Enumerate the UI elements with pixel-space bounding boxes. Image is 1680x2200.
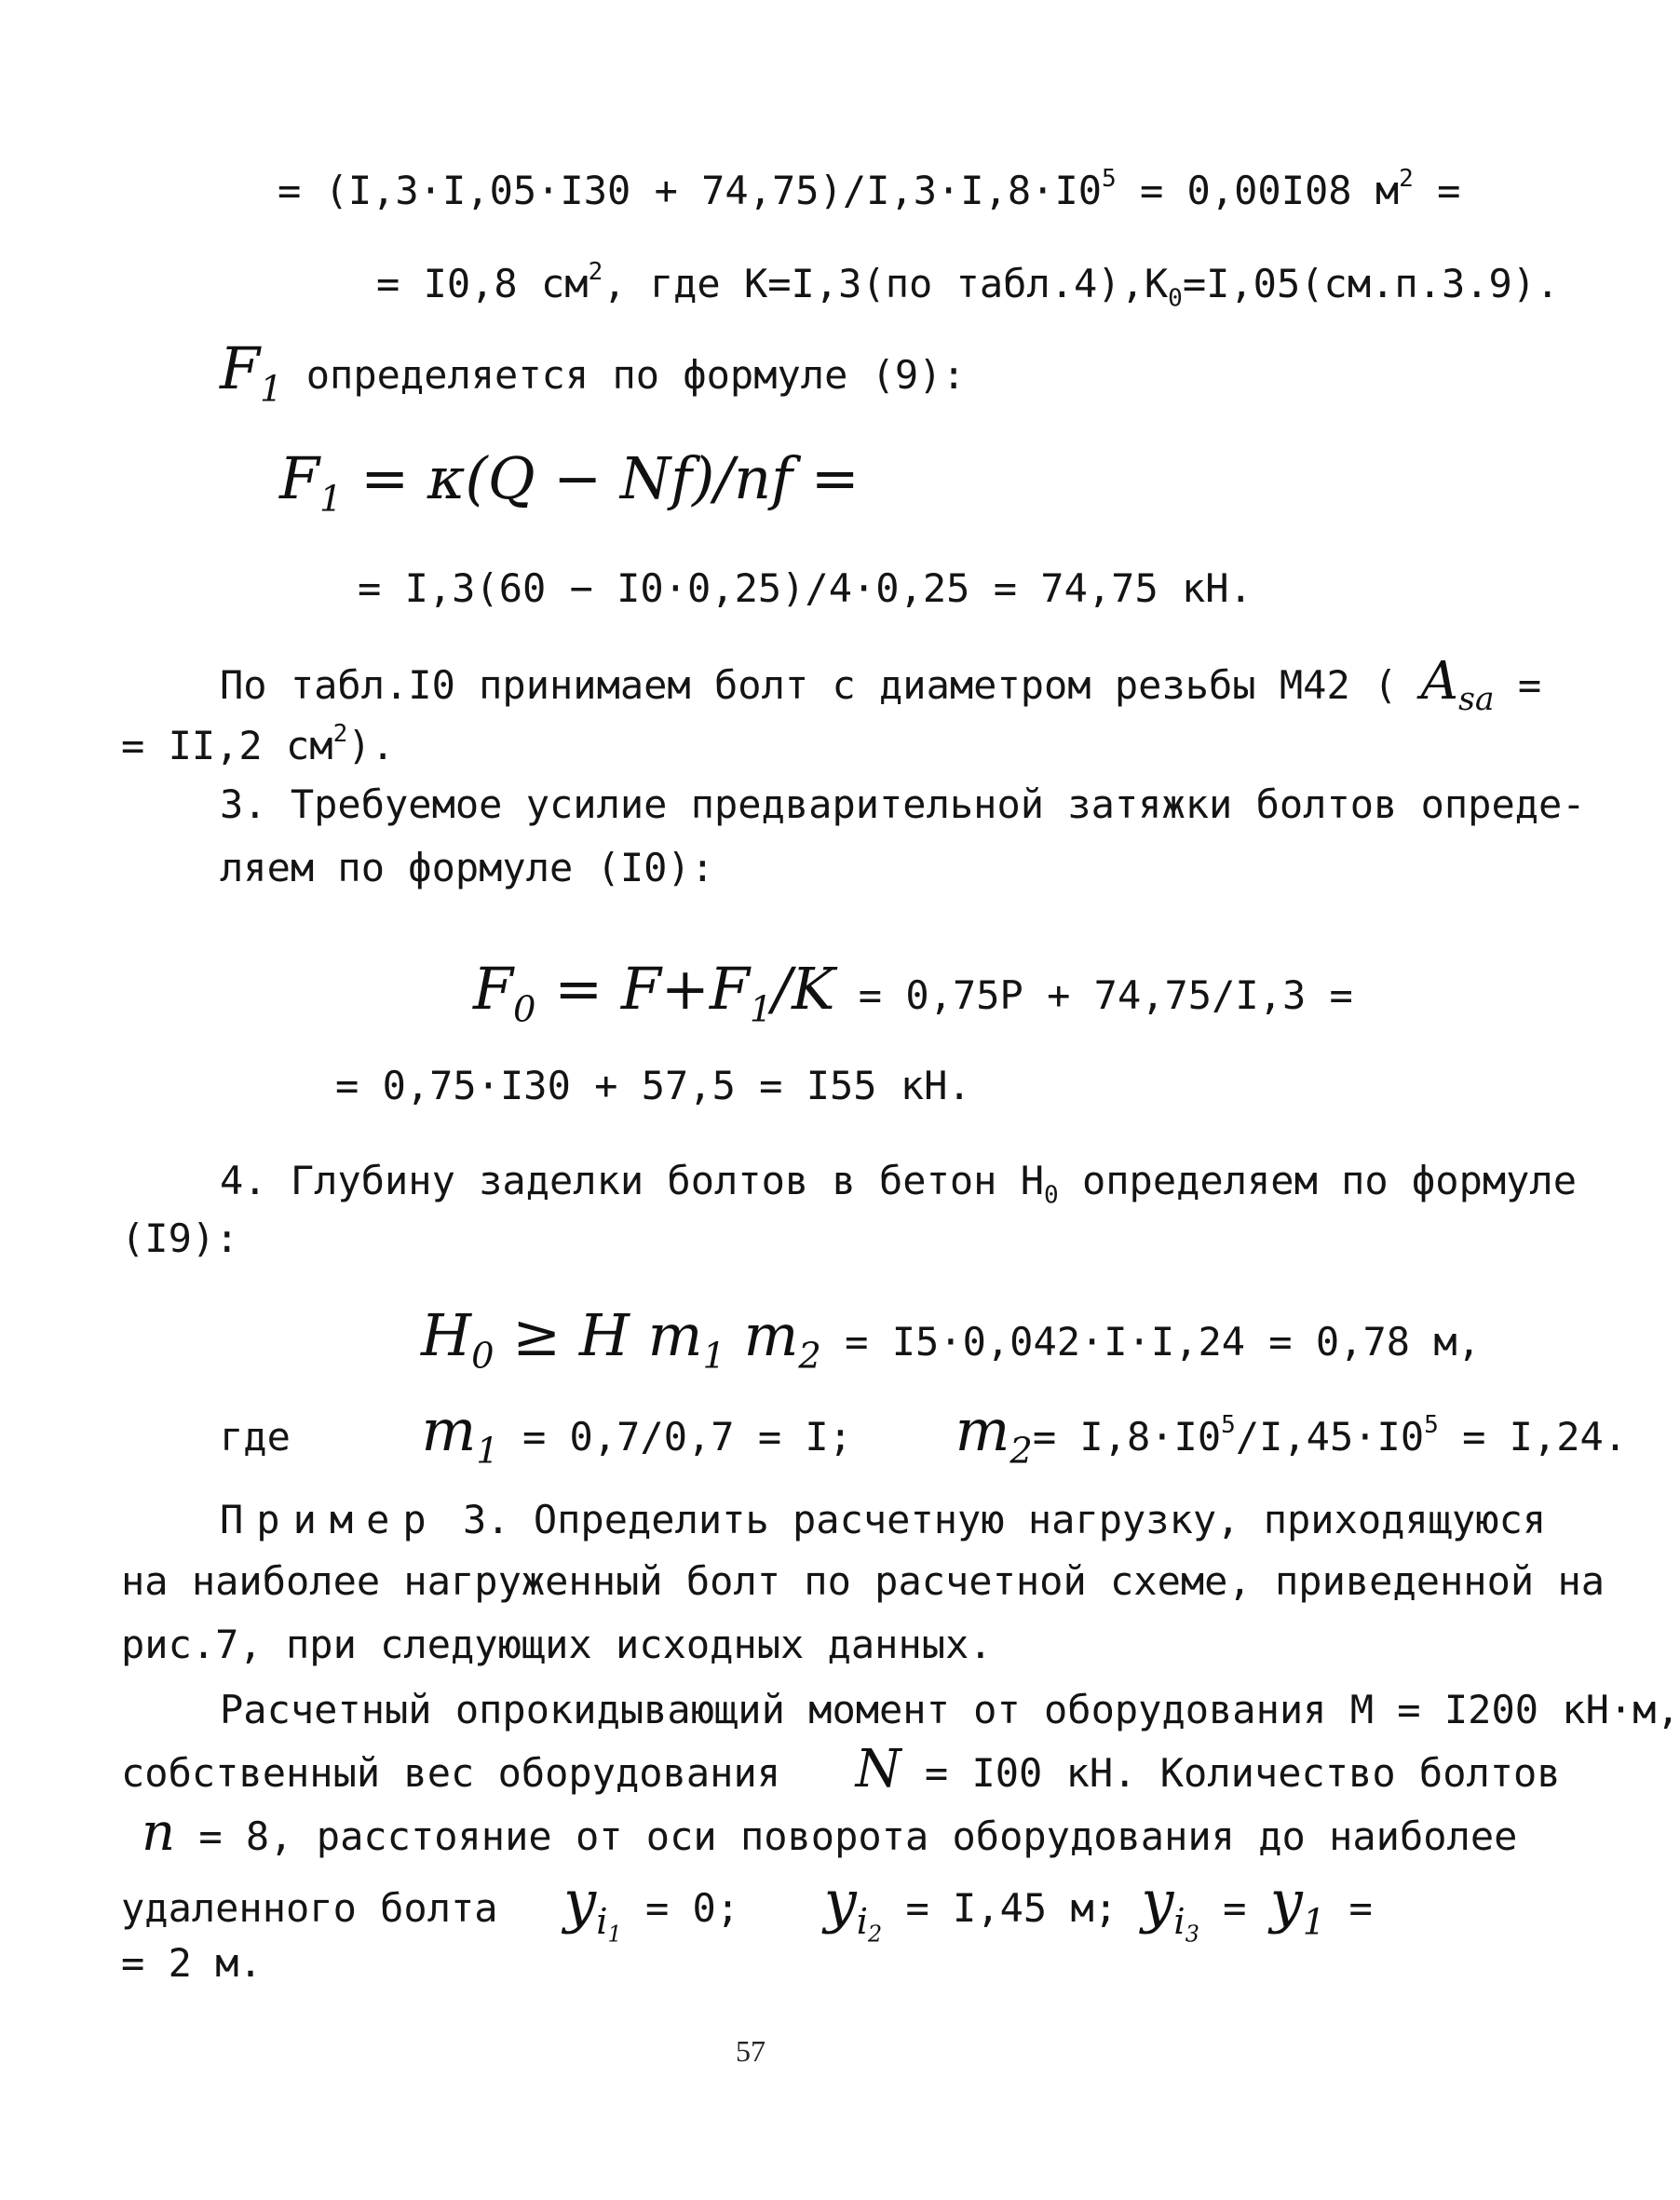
handwritten-symbol <box>1269 1867 1326 1944</box>
subscript: i <box>1173 1901 1185 1944</box>
symbol: y <box>1141 1867 1174 1935</box>
text: = I00 кН. Количество болтов <box>901 1750 1561 1796</box>
text: =I,05(см.п.3.9). <box>1182 261 1560 306</box>
text: где <box>220 1414 291 1460</box>
text: = 0,7/0,7 = I; <box>498 1414 852 1460</box>
text-line-16 <box>220 1496 1546 1544</box>
subscript: 1 <box>607 1922 622 1949</box>
text: = <box>1413 168 1461 213</box>
text: рис.7, при следующих исходных данных. <box>121 1622 993 1667</box>
formula-line-1 <box>278 158 1460 215</box>
subscript: sa <box>1458 681 1495 719</box>
formula-line-2 <box>376 251 1559 322</box>
formula: ≥ H m <box>494 1301 703 1369</box>
subscript: i <box>856 1901 869 1944</box>
handwritten-symbol <box>279 444 860 521</box>
formula-line-15 <box>220 1396 1628 1475</box>
text: определяем по формуле <box>1058 1158 1577 1203</box>
text: 3. Требуемое усилие предварительной затяжки болтов опреде- <box>220 781 1586 827</box>
symbol: F <box>220 334 261 402</box>
formula-line-5 <box>358 564 1253 613</box>
text: (I9): <box>121 1215 239 1261</box>
subscript: 0 <box>471 1335 495 1378</box>
text-line-21 <box>142 1802 1518 1863</box>
example-heading: Пример <box>220 1497 440 1542</box>
symbol: m <box>955 1396 1010 1464</box>
text: определяется по формуле (9): <box>282 352 966 398</box>
handwritten-formula-line-4 <box>279 444 860 523</box>
text-line-9 <box>220 844 714 892</box>
text: = (I,3·I,05·I30 + 74,75)/I,3·I,8·I0 <box>278 168 1103 213</box>
subscript: 1 <box>476 1430 499 1473</box>
text: /I,45·I0 <box>1235 1414 1425 1460</box>
text-line-18 <box>121 1621 993 1669</box>
handwritten-formula <box>473 955 835 1031</box>
formula-line-11 <box>335 1062 971 1110</box>
subscript: 1 <box>1302 1901 1326 1944</box>
superscript: 2 <box>1399 165 1414 194</box>
text: По табл.I0 принимаем болт с диаметром резьбы М42 ( <box>220 662 1398 708</box>
handwritten-symbol: n <box>142 1802 176 1863</box>
symbol: y <box>823 1867 857 1935</box>
text: на наиболее нагруженный болт по расчетной схеме, приведенной на <box>121 1558 1605 1604</box>
text: = I,8·I0 <box>1032 1414 1222 1460</box>
text-line-17 <box>121 1557 1605 1606</box>
text: = 0; <box>621 1885 740 1931</box>
handwritten-symbol <box>220 334 283 411</box>
superscript: 2 <box>332 720 348 749</box>
text: = I,45 м; <box>882 1885 1118 1931</box>
text: 4. Глубину заделки болтов в бетон H <box>220 1158 1045 1203</box>
formula-line-10 <box>473 955 1353 1034</box>
text-line-6 <box>220 651 1542 724</box>
handwritten-symbol <box>1420 651 1495 719</box>
formula-line-14 <box>421 1301 1481 1380</box>
text-line-3 <box>220 334 966 414</box>
subscript: 2 <box>1009 1430 1033 1473</box>
formula: = κ(Q − Nf)/nf = <box>342 444 860 512</box>
text: ). <box>347 723 395 768</box>
symbol: y <box>1269 1867 1303 1935</box>
formula: /K <box>772 955 835 1023</box>
text: = I,3(60 − I0·0,25)/4·0,25 = 74,75 кН. <box>358 565 1253 611</box>
symbol: A <box>1420 651 1459 712</box>
handwritten-symbol: N <box>855 1739 901 1799</box>
text: = 0,75P + 74,75/I,3 = <box>834 972 1353 1018</box>
subscript: 0 <box>513 988 536 1031</box>
formula: m <box>725 1301 799 1369</box>
handwritten-symbol <box>1141 1867 1199 1949</box>
text: = I0,8 см <box>376 261 589 306</box>
text: ляем по формуле (I0): <box>220 845 715 890</box>
symbol: F <box>473 955 514 1023</box>
formula: = F+F <box>535 955 750 1023</box>
text: , где K=I,3(по табл.4),K <box>603 261 1169 306</box>
handwritten-symbol <box>421 1396 499 1473</box>
text-line-12 <box>220 1157 1577 1219</box>
subscript: 1 <box>749 988 773 1031</box>
text: удаленного болта <box>121 1885 498 1931</box>
symbol: H <box>421 1301 472 1369</box>
subscript: 1 <box>319 478 343 521</box>
text-line-22 <box>121 1867 1373 1959</box>
symbol: F <box>279 444 320 512</box>
text: 3. Определить расчетную нагрузку, приходящуюся <box>439 1497 1547 1542</box>
subscript: 1 <box>260 368 283 411</box>
text: = 8, расстояние от оси поворота оборудования до наиболее <box>175 1813 1518 1859</box>
superscript: 5 <box>1102 165 1117 194</box>
subscript: 3 <box>1185 1922 1199 1949</box>
text-line-7 <box>121 713 395 770</box>
handwritten-symbol <box>563 1867 622 1949</box>
text: = 0,00I08 м <box>1116 168 1400 213</box>
handwritten-symbol <box>823 1867 883 1949</box>
text: = II,2 см <box>121 723 333 768</box>
handwritten-formula <box>421 1301 821 1378</box>
subscript: 2 <box>868 1922 883 1949</box>
text: = 2 м. <box>121 1940 263 1986</box>
symbol: y <box>563 1867 597 1935</box>
superscript: 5 <box>1221 1411 1236 1440</box>
text-line-19 <box>220 1686 1680 1734</box>
text: = <box>1325 1885 1373 1931</box>
text: Расчетный опрокидывающий момент от оборудования M = I200 кН·м, <box>220 1687 1680 1732</box>
text-line-13 <box>121 1215 238 1263</box>
subscript: 2 <box>798 1335 821 1378</box>
text: = 0,75·I30 + 57,5 = I55 кН. <box>335 1063 971 1108</box>
text-line-20 <box>121 1739 1561 1799</box>
text: = <box>1494 662 1542 708</box>
text: = I5·0,042·I·I,24 = 0,78 м, <box>820 1319 1481 1365</box>
superscript: 5 <box>1424 1411 1439 1440</box>
superscript: 2 <box>588 258 603 287</box>
handwritten-symbol <box>955 1396 1033 1473</box>
subscript: 0 <box>1044 1181 1059 1210</box>
page-number: 57 <box>736 2034 765 2068</box>
subscript: 1 <box>702 1335 725 1378</box>
text: = <box>1199 1885 1270 1931</box>
text: = I,24. <box>1438 1414 1628 1460</box>
text-line-23 <box>121 1939 263 1988</box>
text: собственный вес оборудования <box>121 1750 781 1796</box>
subscript: 0 <box>1168 284 1183 313</box>
symbol: m <box>421 1396 477 1464</box>
subscript: i <box>596 1901 608 1944</box>
text-line-8 <box>220 781 1586 829</box>
